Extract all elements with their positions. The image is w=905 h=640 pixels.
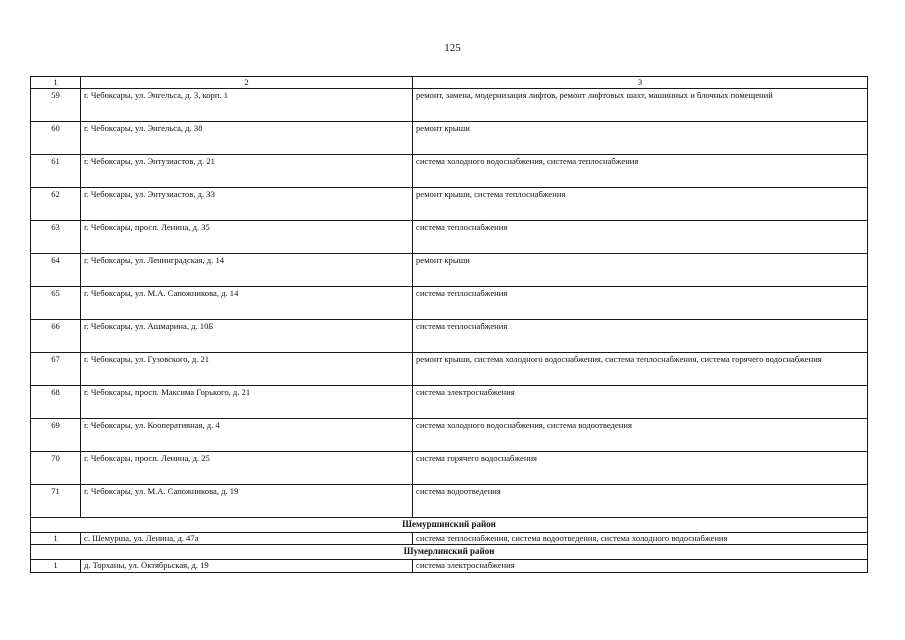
works-cell: система холодного водоснабжения, система теплоснабжения bbox=[413, 155, 868, 188]
table-row bbox=[31, 254, 868, 287]
address-cell: г. Чебоксары, просп. Ленина, д. 25 bbox=[81, 452, 413, 485]
address-cell: д. Торханы, ул. Октябрьская, д. 19 bbox=[81, 560, 413, 572]
address-cell: г. Чебоксары, ул. Энтузиастов, д. 33 bbox=[81, 188, 413, 221]
row-number: 71 bbox=[31, 485, 81, 518]
table-row bbox=[31, 353, 868, 386]
address-cell: г. Чебоксары, просп. Ленина, д. 35 bbox=[81, 221, 413, 254]
row-number: 67 bbox=[31, 353, 81, 386]
table-row bbox=[31, 188, 868, 221]
address-cell: г. Чебоксары, ул. Ашмарина, д. 10Б bbox=[81, 320, 413, 353]
column-number-row bbox=[31, 77, 868, 89]
address-cell: г. Чебоксары, ул. Ленинградская, д. 14 bbox=[81, 254, 413, 287]
row-number: 1 bbox=[31, 560, 81, 572]
works-cell: ремонт, замена, модернизация лифтов, ремонт лифтовых шахт, машинных и блочных помещений bbox=[413, 89, 868, 122]
address-cell: г. Чебоксары, ул. Энгельса, д. 3, корп. 1 bbox=[81, 89, 413, 122]
works-cell: система электроснабжения bbox=[413, 386, 868, 419]
address-cell: г. Чебоксары, ул. М.А. Сапожникова, д. 19 bbox=[81, 485, 413, 518]
address-cell: г. Чебоксары, ул. М.А. Сапожникова, д. 14 bbox=[81, 287, 413, 320]
address-cell: г. Чебоксары, ул. Гузовского, д. 21 bbox=[81, 353, 413, 386]
row-number: 64 bbox=[31, 254, 81, 287]
column-number-1: 1 bbox=[31, 77, 81, 89]
table-row bbox=[31, 560, 868, 572]
row-number: 63 bbox=[31, 221, 81, 254]
row-number: 62 bbox=[31, 188, 81, 221]
row-number: 1 bbox=[31, 533, 81, 545]
table-row bbox=[31, 419, 868, 452]
section-title: Шумерлинский район bbox=[31, 545, 868, 560]
section-title: Шемуршинский район bbox=[31, 518, 868, 533]
works-cell: ремонт крыши, система теплоснабжения bbox=[413, 188, 868, 221]
row-number: 66 bbox=[31, 320, 81, 353]
row-number: 60 bbox=[31, 122, 81, 155]
works-cell: система теплоснабжения bbox=[413, 320, 868, 353]
address-cell: г. Чебоксары, ул. Кооперативная, д. 4 bbox=[81, 419, 413, 452]
works-cell: ремонт крыши bbox=[413, 254, 868, 287]
address-cell: с. Шемурша, ул. Ленина, д. 47а bbox=[81, 533, 413, 545]
section-header-shumerlinsky bbox=[31, 545, 868, 560]
works-cell: система холодного водоснабжения, система водоотведения bbox=[413, 419, 868, 452]
works-cell: система теплоснабжения bbox=[413, 287, 868, 320]
table-row bbox=[31, 485, 868, 518]
works-cell: система горячего водоснабжения bbox=[413, 452, 868, 485]
column-number-3: 3 bbox=[413, 77, 868, 89]
table-row bbox=[31, 386, 868, 419]
section-header-shemurshinsky bbox=[31, 518, 868, 533]
works-cell: система водоотведения bbox=[413, 485, 868, 518]
table-row bbox=[31, 89, 868, 122]
address-cell: г. Чебоксары, просп. Максима Горького, д. 21 bbox=[81, 386, 413, 419]
table-row bbox=[31, 122, 868, 155]
works-cell: ремонт крыши, система холодного водоснабжения, система теплоснабжения, система горячего водоснабжения bbox=[413, 353, 868, 386]
table-row bbox=[31, 155, 868, 188]
works-cell: система теплоснабжения bbox=[413, 221, 868, 254]
works-cell: система электроснабжения bbox=[413, 560, 868, 572]
row-number: 61 bbox=[31, 155, 81, 188]
works-cell: система теплоснабжения, система водоотведения, система холодного водоснабжения bbox=[413, 533, 868, 545]
row-number: 70 bbox=[31, 452, 81, 485]
row-number: 68 bbox=[31, 386, 81, 419]
table-row bbox=[31, 533, 868, 545]
address-cell: г. Чебоксары, ул. Энгельса, д. 38 bbox=[81, 122, 413, 155]
table-row bbox=[31, 221, 868, 254]
table-row bbox=[31, 452, 868, 485]
page-number: 125 bbox=[444, 42, 461, 54]
row-number: 65 bbox=[31, 287, 81, 320]
column-number-2: 2 bbox=[81, 77, 413, 89]
address-cell: г. Чебоксары, ул. Энтузиастов, д. 21 bbox=[81, 155, 413, 188]
table-row bbox=[31, 287, 868, 320]
row-number: 59 bbox=[31, 89, 81, 122]
table-row bbox=[31, 320, 868, 353]
row-number: 69 bbox=[31, 419, 81, 452]
repair-works-table bbox=[30, 76, 868, 573]
works-cell: ремонт крыши bbox=[413, 122, 868, 155]
